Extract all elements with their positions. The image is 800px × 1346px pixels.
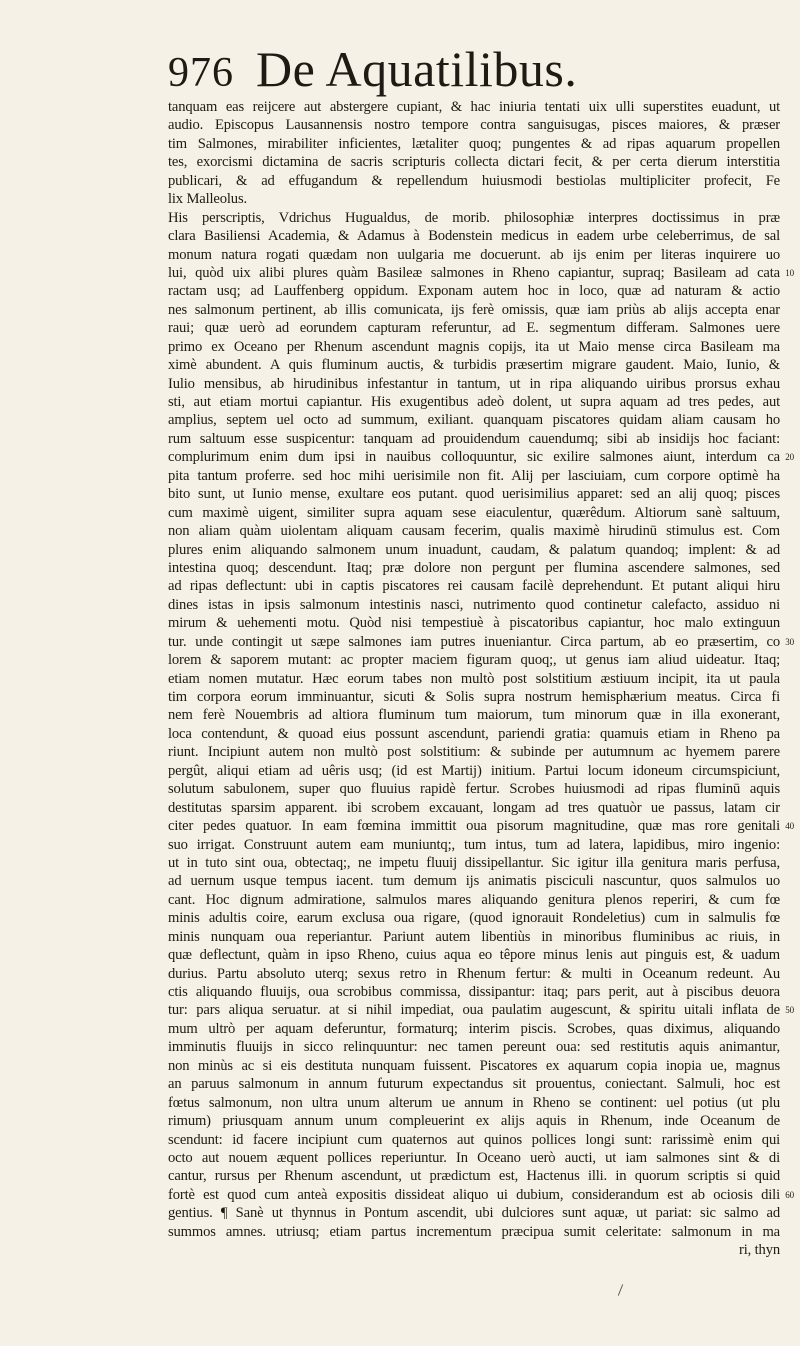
- text-line: [168, 559, 780, 577]
- text-line-content: lix Malleolus.: [168, 191, 247, 208]
- margin-line-number: 30: [785, 636, 794, 647]
- text-line-content: fœtus salmonum, non ultra unum alterum ue annum in Rheno se continent: uel potius (ut plu: [168, 1094, 780, 1111]
- text-line: [168, 1204, 780, 1222]
- running-title: De Aquatilibus.: [256, 41, 578, 97]
- text-line: [168, 706, 780, 724]
- text-line-content: ractam usq; ad Lauffenberg oppidum. Exponam autem hoc in loco, quæ ad naturam & actio: [168, 283, 780, 300]
- text-line-content: raui; quæ uerò ad eorundem capturam referuntur, ad E. segmentum differam. Salmones uere: [168, 320, 780, 337]
- text-line-content: ri, thyn: [739, 1242, 780, 1259]
- text-line-content: bito sunt, ut Iunio mense, exultare eos putant. quod uerisimilius apparet: sed an alij quoq; pisces: [168, 486, 780, 503]
- text-line: [168, 430, 780, 448]
- text-line-content: His perscriptis, Vdrichus Hugualdus, de morib. philosophiæ interpres doctissimus in præ: [168, 209, 780, 226]
- text-line: [168, 688, 780, 706]
- text-line-content: clara Basiliensi Academia, & Adamus à Bodenstein medicus in eadem urbe celeberrimus, de sal: [168, 228, 780, 245]
- text-line-content: minis nunquam oua reperiantur. Pariunt autem libentiùs in minoribus fluminibus ac riuis, in: [168, 928, 780, 945]
- text-line-content: plures enim aliquando salmonem unum inuadunt, caudam, & palatum quandoq; implent: & ad: [168, 541, 780, 558]
- text-line-content: durius. Partu absoluto uterq; sexus retro in Rhenum fertur: & multi in Oceanum redeunt. Au: [168, 965, 780, 982]
- text-line: [168, 965, 780, 983]
- text-line-content: ctis aliquando fluuijs, oua scrobibus commissa, dissipantur: itaq; pars perit, aut à piscibus deuora: [168, 984, 780, 1000]
- text-line: [168, 799, 780, 817]
- text-line: [168, 780, 780, 798]
- margin-line-number: 60: [785, 1189, 794, 1200]
- text-line: [168, 854, 780, 872]
- text-line-content: ximè abundent. A quis fluminum auctis, & turbidis præsertim migrare gaudent. Maio, Iunio, &: [168, 357, 780, 374]
- text-line: [168, 375, 780, 393]
- text-line: [168, 725, 780, 743]
- text-line: [168, 301, 780, 319]
- text-line-content: summos amnes. utriusq; etiam partus incrementum præcipua sumit celeritate: salmonum in ma: [168, 1223, 780, 1240]
- text-line-content: solutum sabulonem, super quo fluuius rapidè fertur. Scrobes huiusmodi ad ripas fluminū aquis: [168, 781, 780, 798]
- text-line-content: audio. Episcopus Lausannensis nostro tempore contra sanguisugas, pisces maiores, & præser: [168, 117, 780, 134]
- margin-line-number: 40: [785, 821, 794, 832]
- text-line-content: tim corpora eorum imminuantur, sicuti & Solis supra nostrum hemisphærium meatus. Circa fi: [168, 689, 780, 705]
- text-line-content: imminutis fluuijs in sicco relinquuntur: nec tamen pereunt oua: sed restitutis aquis animantur,: [168, 1039, 780, 1056]
- text-line: [168, 891, 780, 909]
- text-line: [168, 1020, 780, 1038]
- text-line: [168, 1001, 794, 1019]
- text-line: [168, 172, 780, 190]
- text-line: [168, 946, 780, 964]
- text-line: [168, 596, 780, 614]
- text-line-content: octo aut nouem æquent pollices reperiuntur. In Oceano uerò aucti, ut iam salmones sint & di: [168, 1149, 780, 1166]
- text-line-content: cum maximè uigent, similiter supra aquam sese eiaculentur, quærêdum. Altiorum sanè saltuum,: [168, 504, 780, 521]
- text-line-content: lorem & saporem mutant: ac propter maciem figuram quoq;, ut genus iam aliud uideatur. Itaq;: [168, 652, 780, 669]
- text-line: [168, 836, 780, 854]
- text-line-content: non aliam quàm uiolentam aliquam causam fecerim, qualis maximè hirudinū stimulus est. Com: [168, 523, 780, 540]
- text-line: [168, 338, 780, 356]
- body-text: [168, 98, 794, 1260]
- text-line-content: mum ultrò per aquam deferuntur, formaturq; interim piscis. Scrobes, quas diximus, aliquando: [168, 1020, 780, 1037]
- text-line-content: publicari, & ad effugandum & repellendum huiusmodi bestiolas multipliciter profecit, Fe: [168, 172, 780, 189]
- text-line-content: citer pedes quatuor. In eam fœmina immittit oua pisorum magnitudine, quæ mas rore genitali: [168, 818, 780, 835]
- text-line-content: pergût, aliqui etiam ad uêris usq; (id est Martij) initium. Partui locum idoneum circumspiciunt,: [168, 762, 780, 779]
- text-line-content: mirum & uehementi motu. Quòd nisi tempestiuè à piscatoribus capiantur, hoc malo extinguun: [168, 615, 780, 632]
- text-line: [168, 98, 780, 116]
- text-line-content: primo ex Oceano per Rhenum ascendunt magnis copijs, ita ut Maio mense circa Basileam ma: [168, 338, 780, 355]
- text-line: [168, 467, 780, 485]
- text-line: [168, 227, 780, 245]
- text-line-content: monum natura rogati quædam non uulgaria me docuerunt. ab ijs enim per literas inquirere uo: [168, 246, 780, 263]
- text-line-content: tim Salmones, mirabiliter inficientes, lætaliter quoq; pungentes & ad ripas aquarum propellen: [168, 135, 780, 152]
- text-line-content: riunt. Incipiunt autem non multò post solstitium: & subinde per autumnum ac hyemem parere: [168, 744, 780, 761]
- text-line-content: ad uernum usque tempus iacent. tum demum ijs animatis pisciculi nascuntur, quos salmulos uo: [168, 873, 780, 890]
- text-line-content: an paruus salmonum in annum futurum expectandus sit prouentus, coniectant. Salmuli, hoc est: [168, 1076, 780, 1093]
- text-line: [168, 872, 780, 890]
- text-line: [168, 983, 780, 1001]
- page-number: 976: [168, 50, 234, 96]
- text-line: [168, 1057, 780, 1075]
- text-line: [168, 356, 780, 374]
- text-line: [168, 1223, 780, 1241]
- text-line: [168, 1038, 780, 1056]
- text-line-content: non minùs ac si eis destituta nunquam fuissent. Piscatores ex aquarum copia inopia ue, magnus: [168, 1057, 780, 1074]
- ink-mark: [618, 1284, 623, 1296]
- text-line-content: quæ deflectunt, quàm in ipso Rheno, cuius aqua eo têpore minus lenis aut pinguis est, & uadum: [168, 947, 780, 964]
- text-line: [168, 541, 780, 559]
- page-header: [168, 41, 578, 97]
- text-line: [168, 153, 780, 171]
- text-line-content: minis adultis coire, earum exclusa oua rigare, (quod ignorauit Rondeletius) cum in salmulis fœ: [168, 910, 780, 927]
- margin-line-number: 10: [785, 267, 794, 278]
- text-line: [168, 485, 780, 503]
- text-line-content: suo irrigat. Construunt autem eam muniuntq;, tum intus, tum ad latera, lapidibus, miro ingenio:: [168, 836, 780, 853]
- text-line: [168, 928, 780, 946]
- text-line-content: dines istas in ipsis salmonum intestinis nasci, nutrimento quod continetur calefacto, assiduo ni: [168, 596, 780, 613]
- text-line: [168, 1075, 780, 1093]
- text-line-content: sti, aut etiam mortui capiantur. His exugentibus adeò dolent, ut supra aquam ad tres pedes, aut: [168, 394, 780, 410]
- text-line: [168, 909, 780, 927]
- text-line: [168, 1167, 780, 1185]
- text-line: [168, 522, 780, 540]
- text-line-content: nes salmonum pertinent, ab illis comunicata, ijs ferè omissis, quæ iam priùs ab alijs accepta enar: [168, 301, 780, 318]
- text-line: [168, 135, 780, 153]
- text-line-content: intestina quoq; descendunt. Itaq; præ dolore non pergunt per flumina ascendere salmones, sed: [168, 559, 780, 576]
- text-line: [168, 1094, 780, 1112]
- text-line: [168, 614, 780, 632]
- text-line-content: lui, quòd uix alibi plures quàm Basileæ salmones in Rheno capiantur, supraq; Basileam ad cata: [168, 264, 780, 281]
- text-line: [168, 319, 780, 337]
- margin-line-number: 20: [785, 452, 794, 463]
- text-line-content: amplius, septem uel octo ad summum, exiliant. quanquam piscatores quidam aliam causam ho: [168, 412, 780, 429]
- margin-line-number: 50: [785, 1005, 794, 1016]
- text-line: [168, 1112, 780, 1130]
- text-line: [168, 209, 780, 227]
- text-line: [168, 1149, 780, 1167]
- text-line-content: cantur, rursus per Rhenum ascendunt, ut prædictum est, Hactenus illi. in quorum scriptis si quid: [168, 1168, 780, 1185]
- text-line: [168, 246, 780, 264]
- text-line: [168, 1186, 794, 1204]
- text-line: [168, 116, 780, 134]
- text-line: [168, 577, 780, 595]
- text-line: [168, 762, 780, 780]
- text-line-content: ut in tuto sint oua, obtectaq;, ne impetu fluuij dissipellantur. Sic igitur illa genitura maris perfusa,: [168, 854, 780, 871]
- text-line-content: tur. unde contingit ut sæpe salmones iam putres inueniantur. Circa partum, ab eo præsertim, co: [168, 633, 780, 650]
- text-line-content: gentius. ¶ Sanè ut thynnus in Pontum ascendit, ubi dulciores sunt aquæ, ut pariat: sic salmo ad: [168, 1205, 780, 1222]
- text-line-content: tes, exorcismi dictamina de sacris scripturis collecta dictari fecit, & per certa dierum interstitia: [168, 154, 780, 171]
- text-line-content: tanquam eas reijcere aut abstergere cupiant, & hac iniuria tentati uix ulli superstites euadunt, ut: [168, 99, 780, 115]
- text-line-content: ad ripas deflectunt: ubi in captis piscatores rei causam facilè deprehendunt. Et putant aliqui hiru: [168, 578, 780, 595]
- text-line: [168, 190, 780, 208]
- text-line: [168, 393, 780, 411]
- text-line: [168, 670, 780, 688]
- text-line-content: etiam nomen mutatur. Hæc eorum tabes non multò post solstitium æstiuum incipit, ita ut paula: [168, 670, 780, 687]
- text-line: [168, 1131, 780, 1149]
- text-line-content: rimum) priusquam annum unum compleuerint ex alijs aquis in Rhenum, inde Oceanum de: [168, 1113, 780, 1130]
- text-line: [168, 817, 794, 835]
- text-line: [168, 282, 780, 300]
- text-line-content: scendunt: id facere incipiunt cum quaternos aut quinos pollices longi sunt: rarissimè enim qui: [168, 1131, 780, 1148]
- text-line: [168, 743, 780, 761]
- text-line: [168, 264, 794, 282]
- text-line-content: nem ferè Nouembris ad altiora fluminum tum maiorum, tum minorum quæ in illa exonerant,: [168, 707, 780, 724]
- text-line: [168, 411, 780, 429]
- text-line-content: Iulio mensibus, ab hirudinibus infestantur in tantum, ut in ripa aliquando uiribus prorsus exhau: [168, 375, 780, 392]
- text-line: [168, 633, 794, 651]
- text-line-content: fortè est quod cum anteà expositis dissideat aliquo ui dubium, considerandum est ab ociosis dili: [168, 1186, 780, 1203]
- text-line-content: complurimum enim dum ipsi in nauibus colloquuntur, sic exilire salmones aiunt, interdum ca: [168, 449, 780, 466]
- text-line-content: pita tantum proferre. sed hoc mihi uerisimile non fit. Alij per lasciuiam, cum corpore optimè ha: [168, 467, 780, 484]
- text-line-content: loca contendunt, & quoad eius possunt ascendunt, pariendi gratia: quamuis etiam in Rheno pa: [168, 725, 780, 742]
- text-line: [168, 1241, 780, 1259]
- text-line-content: tur: pars aliqua seruatur. at si nihil impediat, oua paulatim augescunt, & spiritu uitali inflata de: [168, 1002, 780, 1019]
- text-line: [168, 504, 780, 522]
- text-line: [168, 448, 794, 466]
- text-line-content: destitutas sparsim apparent. ibi scrobem excauant, longam ad tres quatuòr ue passus, latam cir: [168, 799, 780, 816]
- text-line-content: rum saltuum esse suspicentur: tanquam ad prouidendum cauendumq; sibi ab insidijs hoc faciant:: [168, 430, 780, 447]
- text-line-content: cant. Hoc dignum admiratione, salmulos mares aliquando genitura plenos reperiri, & cum fœ: [168, 891, 780, 908]
- text-line: [168, 651, 780, 669]
